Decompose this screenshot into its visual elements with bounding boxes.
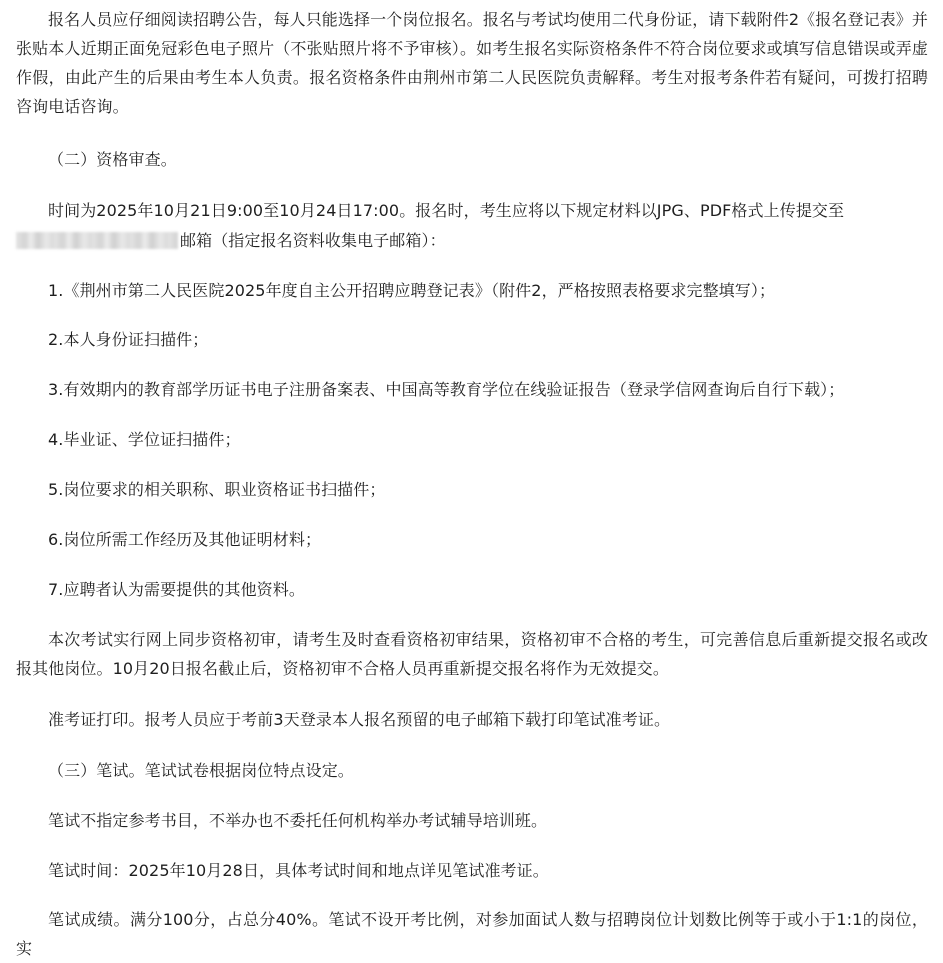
section-heading-written-exam: （三）笔试。笔试试卷根据岗位特点设定。 (48, 761, 354, 780)
paragraph-no-reference-books: 笔试不指定参考书目，不举办也不委托任何机构举办考试辅导培训班。 (48, 811, 548, 830)
list-item-6: 6.岗位所需工作经历及其他证明材料； (48, 530, 322, 549)
list-item-7: 7.应聘者认为需要提供的其他资料。 (48, 580, 305, 599)
paragraph-email-line (16, 226, 928, 255)
redacted-email (16, 232, 178, 249)
list-item-2: 2.本人身份证扫描件； (48, 330, 209, 349)
list-item-5: 5.岗位要求的相关职称、职业资格证书扫描件； (48, 480, 386, 499)
list-item-3: 3.有效期内的教育部学历证书电子注册备案表、中国高等教育学位在线验证报告（登录学信网查询后自行下载）； (48, 380, 845, 399)
email-suffix-text: 邮箱（指定报名资料收集电子邮箱）： (180, 231, 446, 250)
paragraph-registration-notice: 报名人员应仔细阅读招聘公告，每人只能选择一个岗位报名。报名与考试均使用二代身份证，请下载附件2《报名登记表》并张贴本人近期正面免冠彩色电子照片（不张贴照片将不予审核）。如考生报名实际资格条件不符合岗位要求或填写信息错误或弄虚作假，由此产生的后果由考生本人负责。报名资格条件由荆州市第二人民医院负责解释。考生对报考条件若有疑问，可拨打招聘咨询电话咨询。 (16, 10, 928, 116)
list-item-4: 4.毕业证、学位证扫描件； (48, 430, 241, 449)
paragraph-online-review: 本次考试实行网上同步资格初审，请考生及时查看资格初审结果，资格初审不合格的考生，可完善信息后重新提交报名或改报其他岗位。10月20日报名截止后，资格初审不合格人员再重新提交报名将作为无效提交。 (16, 630, 928, 678)
paragraph-review-time: 时间为2025年10月21日9:00至10月24日17:00。报名时，考生应将以下规定材料以JPG、PDF格式上传提交至 (48, 201, 845, 220)
paragraph-admission-ticket: 准考证打印。报考人员应于考前3天登录本人报名预留的电子邮箱下载打印笔试准考证。 (48, 710, 671, 729)
paragraph-exam-time: 笔试时间：2025年10月28日，具体考试时间和地点详见笔试准考证。 (48, 861, 549, 880)
list-item-1: 1.《荆州市第二人民医院2025年度自主公开招聘应聘登记表》（附件2，严格按照表格要求完整填写）； (48, 281, 776, 300)
section-heading-qualification-review: （二）资格审查。 (48, 150, 177, 169)
paragraph-exam-score: 笔试成绩。满分100分，占总分40%。笔试不设开考比例，对参加面试人数与招聘岗位计划数比例等于或小于1:1的岗位，实 (16, 910, 928, 958)
